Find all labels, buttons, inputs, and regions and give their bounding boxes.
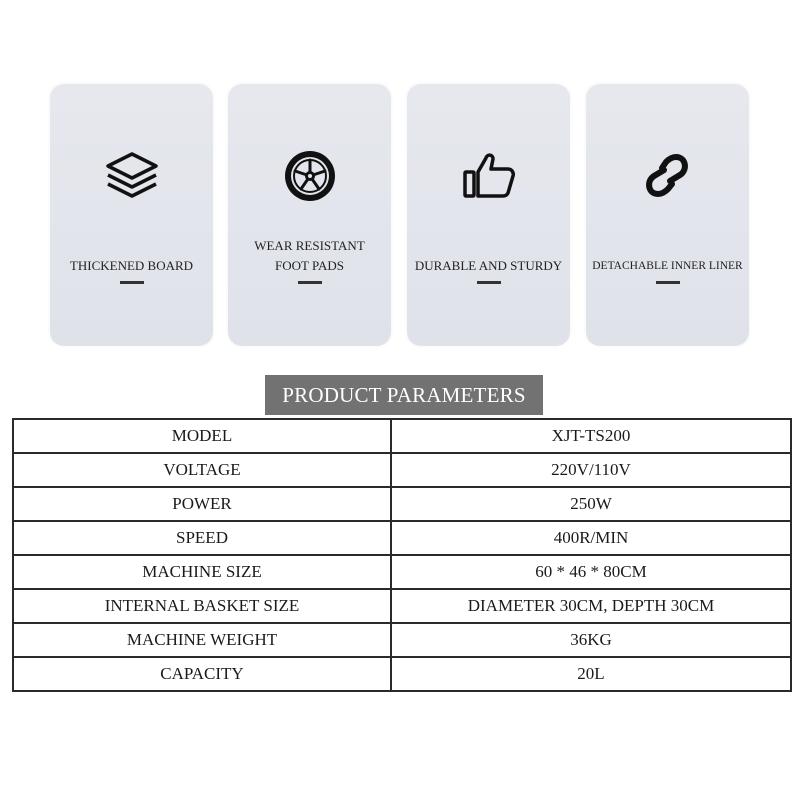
parameter-name: MODEL [13,419,391,453]
divider [120,281,144,284]
table-row [13,487,791,521]
parameter-value: XJT-TS200 [391,419,791,453]
parameter-value: 20L [391,657,791,691]
parameter-name: POWER [13,487,391,521]
parameter-value: 220V/110V [391,453,791,487]
table-row [13,453,791,487]
table-row [13,589,791,623]
table-row [13,419,791,453]
table-row [13,555,791,589]
thumbs-up-icon [459,146,519,206]
table-row [13,521,791,555]
product-parameters-title: PRODUCT PARAMETERS [265,375,543,415]
feature-card-durable [407,84,570,346]
parameter-name: SPEED [13,521,391,555]
parameter-name: CAPACITY [13,657,391,691]
layers-icon [102,146,162,206]
parameters-table [12,418,792,692]
feature-cards [50,84,750,346]
feature-label: DETACHABLE INNER LINER [592,260,743,272]
table-row [13,623,791,657]
feature-label: WEAR RESISTANT FOOT PADS [254,238,365,273]
feature-card-thickened-board [50,84,213,346]
parameter-value: 36KG [391,623,791,657]
parameter-name: INTERNAL BASKET SIZE [13,589,391,623]
divider [656,281,680,284]
parameter-name: VOLTAGE [13,453,391,487]
parameter-value: 250W [391,487,791,521]
feature-label: THICKENED BOARD [69,258,194,273]
divider [298,281,322,284]
divider [477,281,501,284]
parameter-name: MACHINE WEIGHT [13,623,391,657]
table-row [13,657,791,691]
parameter-value: 60 * 46 * 80CM [391,555,791,589]
feature-card-foot-pads [228,84,391,346]
parameter-value: 400R/MIN [391,521,791,555]
parameter-value: DIAMETER 30CM, DEPTH 30CM [391,589,791,623]
feature-card-inner-liner [586,84,749,346]
wheel-icon [280,146,340,206]
parameter-name: MACHINE SIZE [13,555,391,589]
chain-link-icon [638,146,698,206]
feature-label: DURABLE AND STURDY [414,258,563,273]
